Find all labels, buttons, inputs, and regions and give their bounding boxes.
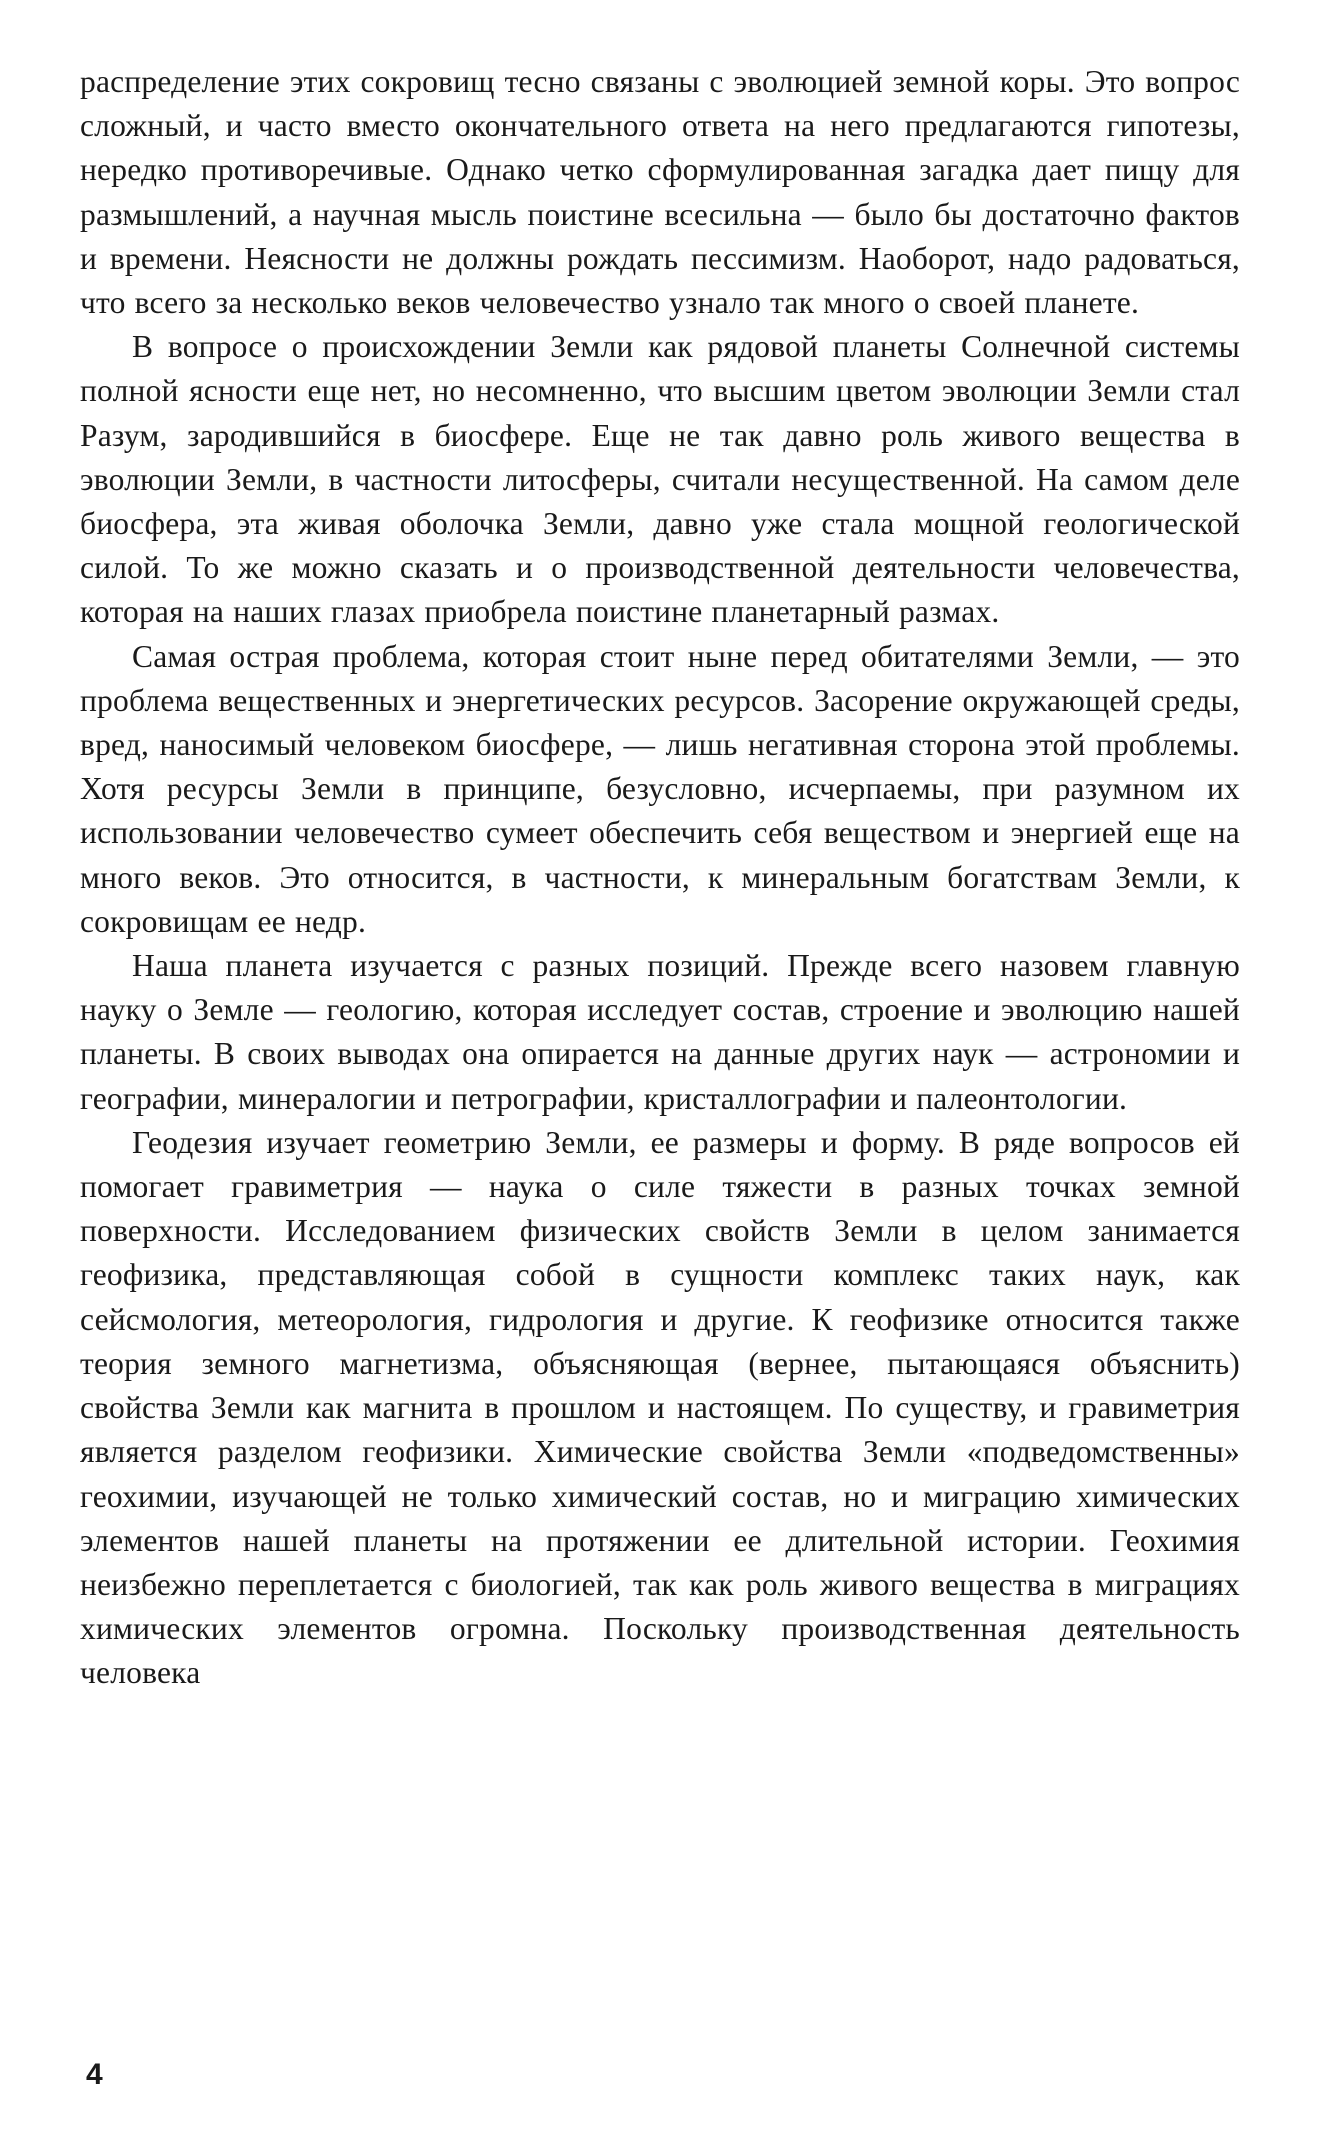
page-body — [80, 60, 1240, 1696]
paragraph-4: Наша планета изучается с разных позиций. Прежде всего назовем главную науку о Земле — геологию, которая исследует состав, строение и эволюцию нашей планеты. В своих выводах она опирается на данные других наук — астрономии и географии, минералогии и петрографии, кристаллографии и палеонтологии. — [80, 948, 1240, 1116]
paragraph-3: Самая острая проблема, которая стоит ныне перед обитателями Земли, — это проблема вещественных и энергетических ресурсов. Засорение окружающей среды, вред, наносимый человеком биосфере, — лишь негативная сторона этой проблемы. Хотя ресурсы Земли в принципе, безусловно, исчерпаемы, при разумном их использовании человечество сумеет обеспечить себя веществом и энергией еще на много веков. Это относится, в частности, к минеральным богатствам Земли, к сокровищам ее недр. — [80, 638, 1240, 939]
page-number: 4 — [86, 2058, 103, 2091]
paragraph-1: распределение этих сокровищ тесно связаны с эволюцией земной коры. Это вопрос сложный, и часто вместо окончательного ответа на него предлагаются гипотезы, нередко противоречивые. Однако четко сформулированная загадка дает пищу для размышлений, а научная мысль поистине всесильна — было бы достаточно фактов и времени. Неясности не должны рождать пессимизм. Наоборот, надо радоваться, что всего за несколько веков человечество узнало так много о своей планете. — [80, 64, 1240, 321]
paragraph-2: В вопросе о происхождении Земли как рядовой планеты Солнечной системы полной ясности еще нет, но несомненно, что высшим цветом эволюции Земли стал Разум, зародившийся в биосфере. Еще не так давно роль живого вещества в эволюции Земли, в частности литосферы, считали несущественной. На самом деле биосфера, эта живая оболочка Земли, давно уже стала мощной геологической силой. То же можно сказать и о производственной деятельности человечества, которая на наших глазах приобрела поистине планетарный размах. — [80, 329, 1240, 630]
paragraph-5: Геодезия изучает геометрию Земли, ее размеры и форму. В ряде вопросов ей помогает гравиметрия — наука о силе тяжести в разных точках земной поверхности. Исследованием физических свойств Земли в целом занимается геофизика, представляющая собой в сущности комплекс таких наук, как сейсмология, метеорология, гидрология и другие. К геофизике относится также теория земного магнетизма, объясняющая (вернее, пытающаяся объяснить) свойства Земли как магнита в прошлом и настоящем. По существу, и гравиметрия является разделом геофизики. Химические свойства Земли «подведомственны» геохимии, изучающей не только химический состав, но и миграцию химических элементов нашей планеты на протяжении ее длительной истории. Геохимия неизбежно переплетается с биологией, так как роль живого вещества в миграциях химических элементов огромна. Поскольку производственная деятельность человека — [80, 1124, 1240, 1691]
